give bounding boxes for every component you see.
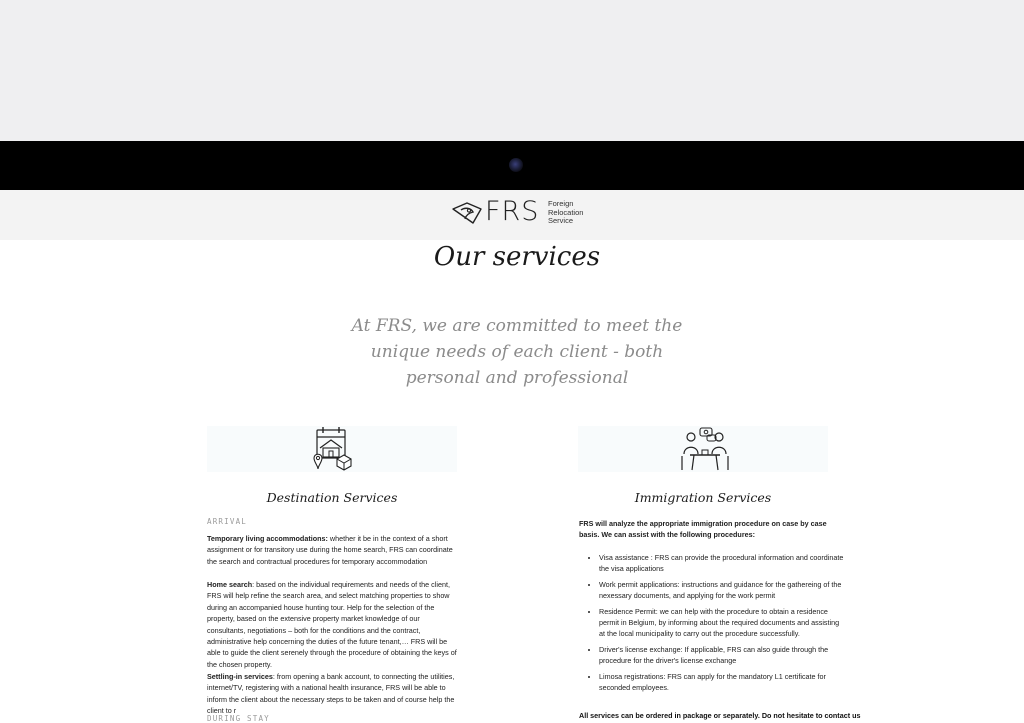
intro-text: At FRS, we are committed to meet the unique needs of each client - both personal and professional [351, 316, 683, 388]
paragraph-text: : from opening a bank account, to connecting the utilities, internet/TV, registering with a national health insurance, FRS will be able to inform the client about the necessary steps to be taken and of course help the client to r [207, 672, 455, 716]
immigration-services-title: Immigration Services [634, 490, 772, 505]
logo-wordmark: FRS [485, 196, 540, 227]
list-item: • Residence Permit: we can help with the procedure to obtain a residence permit in Belgium, by informing about the required documents and assisting at the local municipality to carry out the procedure successfully. [599, 606, 844, 640]
contact-note: All services can be ordered in package or separately. Do not hesitate to contact us [579, 711, 861, 720]
immigration-intro: FRS will analyze the appropriate immigration procedure on case by case basis. We can assist with the following procedures: [579, 519, 827, 540]
logo-tagline [548, 200, 583, 226]
immigration-icon-box [578, 426, 828, 472]
calendar-house-location-icon [307, 426, 357, 472]
frs-logo-mark-icon [451, 201, 485, 225]
people-meeting-table-icon [678, 426, 732, 472]
during-stay-label: DURING STAY [207, 714, 270, 723]
paragraph-label: Temporary living accommodations: [207, 534, 328, 543]
destination-services-title: Destination Services [266, 490, 398, 505]
paragraph-text: : based on the individual requirements and needs of the client, FRS will help refine the search area, and select matching properties to show during an accompanied house hunting tour. Help for the selection of the property, based on the extensive property market knowledge of our consultants, negotiations – both for the conditions and the contract, administrative help concerning the duties of the future tenant,… FRS will be able to guide the client serenely through the procedure of obtaining the keys of the chosen property. [207, 580, 457, 669]
destination-icon-box [207, 426, 457, 472]
camera-icon [509, 158, 523, 172]
tagline-line: Relocation [548, 207, 584, 217]
paragraph-label: Home search [207, 580, 253, 589]
paragraph-label: Settling-in services [207, 672, 273, 681]
list-item: • Visa assistance : FRS can provide the procedural information and coordinate the visa applications [599, 552, 844, 575]
settling-in-paragraph [207, 671, 459, 717]
frs-logo[interactable] [451, 196, 591, 229]
page-title: Our services [433, 242, 601, 272]
home-search-paragraph [207, 579, 457, 670]
list-item: • Limosa registrations: FRS can apply for the mandatory L1 certificate for seconded employees. [599, 671, 844, 694]
list-item: • Driver's license exchange: If applicable, FRS can also guide through the procedure for the driver's license exchange [599, 644, 844, 667]
temporary-accommodation-paragraph [207, 533, 457, 567]
arrival-label: ARRIVAL [207, 517, 248, 526]
list-item: • Work permit applications: instructions and guidance for the gathereing of the nexessary documents, and applying for the work permit [599, 579, 844, 602]
immigration-procedures-list [591, 552, 844, 697]
tagline-line: Service [548, 216, 574, 225]
top-background [0, 0, 1024, 141]
tagline-line: Foreign [548, 199, 574, 208]
paragraph-text: whether it be in the context of a short assignment or for transitory use during the home search, FRS can coordinate the search and contractual procedures for temporary accommodation [207, 534, 453, 566]
